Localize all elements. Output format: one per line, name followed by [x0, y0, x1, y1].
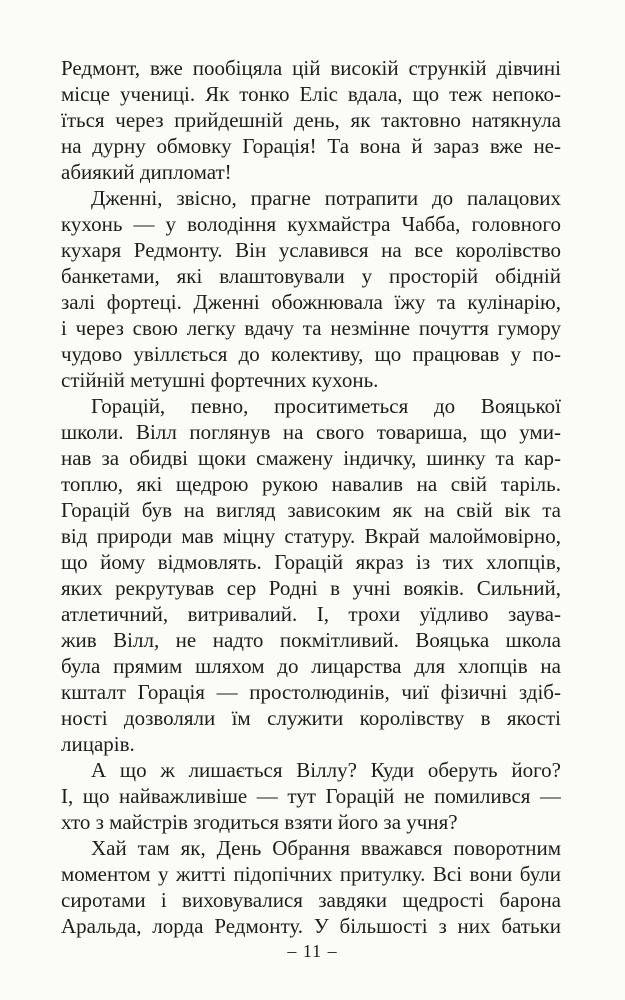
- text-line: Аральда, лорда Редмонту. У більшості з них батьки: [61, 914, 561, 938]
- text-line: від природи мав міцну статуру. Вкрай малоймовірно,: [61, 524, 561, 548]
- page-body-text: [61, 55, 561, 939]
- text-line: моментом у житті підопічних притулку. Всі вони були: [61, 862, 561, 886]
- text-line: Горацій, певно, проситиметься до Вояцької: [91, 394, 561, 418]
- text-line: кухонь — у володіння кухмайстра Чабба, головного: [61, 212, 561, 236]
- text-line: ності дозволяли їм служити королівству в якості: [61, 706, 561, 730]
- text-line: на дурну обмовку Горація! Та вона й зараз вже не-: [61, 134, 561, 158]
- text-line: атлетичний, витривалий. І, трохи уїдливо заува-: [61, 602, 561, 626]
- text-line: І, що найважливіше — тут Горацій не помилився —: [61, 784, 561, 808]
- text-line: хто з майстрів згодиться взяти його за учня?: [61, 810, 458, 834]
- text-line: А що ж лишається Віллу? Куди оберуть його?: [91, 758, 561, 782]
- text-line: сиротами і виховувалися завдяки щедрості барона: [61, 888, 561, 912]
- text-line: жив Вілл, не надто покмітливий. Вояцька школа: [61, 628, 561, 652]
- text-line: що йому відмовлять. Горацій якраз із тих хлопців,: [61, 550, 561, 574]
- text-line: кшталт Горація — простолюдинів, чиї фізичні здіб-: [61, 680, 561, 704]
- text-line: Дженні, звісно, прагне потрапити до палацових: [91, 186, 561, 210]
- text-line: їться через прийдешній день, як тактовно натякнула: [61, 108, 561, 132]
- text-line: стійній метушні фортечних кухонь.: [61, 368, 379, 392]
- text-line: і через свою легку вдачу та незмінне почуття гумору: [61, 316, 561, 340]
- text-line: Редмонт, вже пообіцяла цій високій стрункій дівчині: [61, 56, 561, 80]
- text-line: кухаря Редмонту. Він уславився на все королівство: [61, 238, 561, 262]
- text-line: залі фортеці. Дженні обожнювала їжу та кулінарію,: [61, 290, 561, 314]
- text-line: чудово увіллється до колективу, що працював у по-: [61, 342, 561, 366]
- text-line: яких рекрутував сер Родні в учні вояків. Сильний,: [61, 576, 561, 600]
- text-line: місце учениці. Як тонко Еліс вдала, що теж непоко-: [61, 82, 561, 106]
- text-line: школи. Вілл поглянув на свого товариша, що уми-: [61, 420, 561, 444]
- text-line: була прямим шляхом до лицарства для хлопців на: [61, 654, 561, 678]
- text-line: банкетами, які влаштовували у просторій обідній: [61, 264, 561, 288]
- page-number: – 11 –: [287, 941, 338, 961]
- text-line: абиякий дипломат!: [61, 160, 232, 184]
- text-line: Горацій був на вигляд зависоким як на свій вік та: [61, 498, 561, 522]
- text-line: нав за обидві щоки смажену індичку, шинку та кар-: [61, 446, 561, 470]
- text-line: лицарів.: [61, 732, 135, 756]
- text-line: топлю, які щедрою рукою навалив на свій таріль.: [61, 472, 561, 496]
- text-line: Хай там як, День Обрання вважався поворотним: [91, 836, 561, 860]
